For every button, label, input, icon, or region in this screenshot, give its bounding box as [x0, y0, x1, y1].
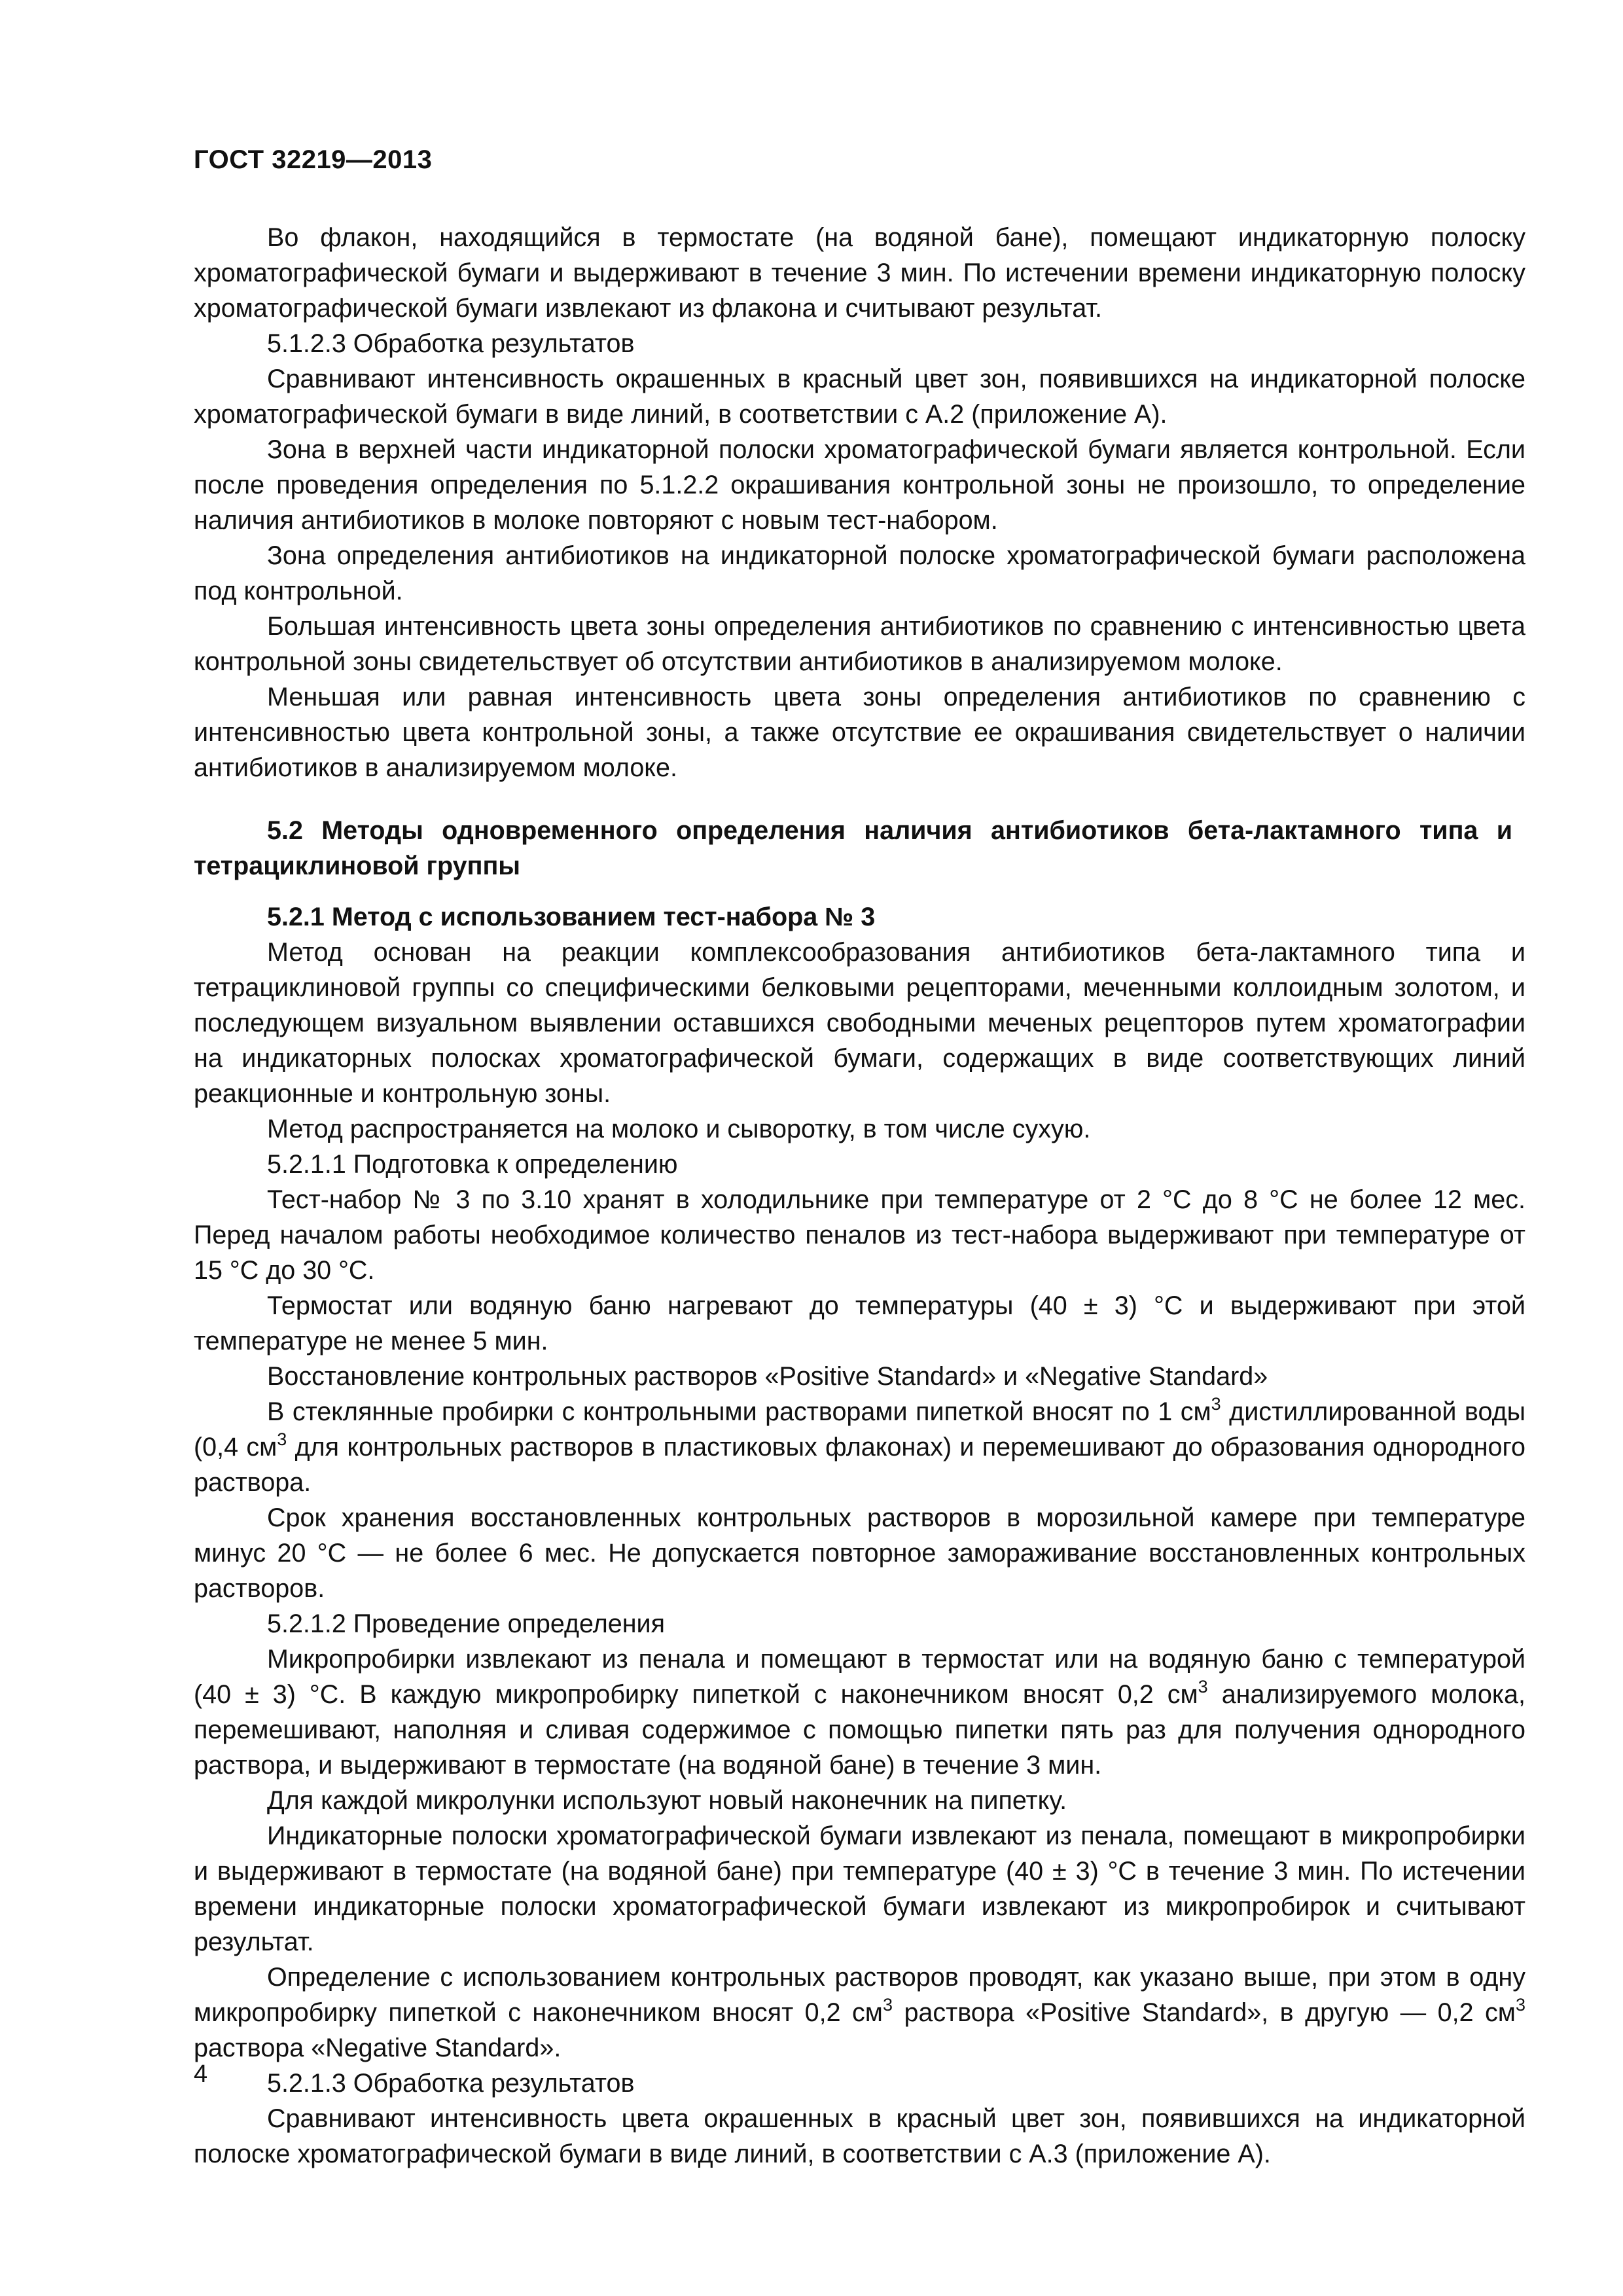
text-run: В стеклянные пробирки с контрольными растворами пипеткой вносят по 1 см [267, 1397, 1211, 1426]
paragraph-with-superscript [194, 1394, 1525, 1500]
paragraph: Зона в верхней части индикаторной полоски хроматографической бумаги является контрольной. Если после проведения определения по 5.1.2.2 окрашивания контрольной зоны не произошло, то определение наличия антибиотиков в молоке повторяют с новым тест-набором. [194, 435, 1525, 535]
paragraph-with-superscript [194, 1641, 1525, 1783]
paragraph: Сравнивают интенсивность окрашенных в красный цвет зон, появившихся на индикаторной полоске хроматографической бумаги в виде линий, в соответствии с А.2 (приложение А). [194, 365, 1525, 429]
subsection-heading: 5.2.1.1 Подготовка к определению [267, 1150, 678, 1179]
superscript: 3 [882, 1994, 893, 2015]
section-heading-5-2-1: 5.2.1 Метод с использованием тест-набора № 3 [267, 903, 876, 931]
paragraph: Метод распространяется на молоко и сыворотку, в том числе сухую. [267, 1115, 1091, 1143]
paragraph: Меньшая или равная интенсивность цвета зоны определения антибиотиков по сравнению с интенсивностью цвета контрольной зоны, а также отсутствие ее окрашивания свидетельствует о наличии антибиотиков в анализируемом молоке. [194, 683, 1525, 782]
subsection-heading: 5.1.2.3 Обработка результатов [267, 329, 635, 358]
paragraph: Во флакон, находящийся в термостате (на водяной бане), помещают индикаторную полоску хроматографической бумаги и выдерживают в течение 3 мин. По истечении времени индикаторную полоску хроматографической бумаги извлекают из флакона и считывают результат. [194, 223, 1525, 323]
text-run: Микропробирки извлекают из пенала и помещают в термостат или на водяную баню с температурой (40 ± 3) °С. В каждую микропробирку пипеткой с наконечником вносят 0,2 см [194, 1645, 1525, 1709]
superscript: 3 [277, 1429, 287, 1449]
paragraph: Зона определения антибиотиков на индикаторной полоске хроматографической бумаги расположена под контрольной. [194, 541, 1525, 605]
paragraph-with-superscript [194, 1960, 1525, 2066]
paragraph: Для каждой микролунки используют новый наконечник на пипетку. [267, 1786, 1067, 1815]
paragraph: Индикаторные полоски хроматографической бумаги извлекают из пенала, помещают в микропробирки и выдерживают в термостате (на водяной бане) при температуре (40 ± 3) °С в течение 3 мин. По истечении времени индикаторные полоски хроматографической бумаги извлекают из микропробирок и считывают результат. [194, 1821, 1525, 1956]
text-run: раствора «Negative Standard». [194, 2034, 562, 2062]
subsection-heading: 5.2.1.2 Проведение определения [267, 1609, 665, 1638]
document-code-header: ГОСТ 32219—2013 [194, 145, 433, 174]
paragraph: Восстановление контрольных растворов «Positive Standard» и «Negative Standard» [267, 1362, 1268, 1391]
text-run: Определение с использованием контрольных растворов проводят, как указано выше, при этом в одну микропробирку пипеткой с наконечником вносят 0,2 см [194, 1963, 1525, 2027]
text-run: раствора «Positive Standard», в другую — 0,2 см [892, 1998, 1516, 2027]
document-body [194, 220, 1525, 2172]
superscript: 3 [1515, 1994, 1525, 2015]
superscript: 3 [1211, 1393, 1221, 1414]
section-heading-5-2: 5.2 Методы одновременного определения наличия антибиотиков бета-лактамного типа и тетрациклиновой группы [194, 816, 1512, 880]
text-run: анализируемого молока, перемешивают, наполняя и сливая содержимое с помощью пипетки пять раз для получения однородного раствора, и выдерживают в термостате (на водяной бане) в течение 3 мин. [194, 1680, 1525, 1780]
page-number: 4 [194, 2060, 208, 2088]
paragraph: Срок хранения восстановленных контрольных растворов в морозильной камере при температуре минус 20 °С — не более 6 мес. Не допускается повторное замораживание восстановленных контрольных растворов. [194, 1503, 1525, 1603]
paragraph: Метод основан на реакции комплексообразования антибиотиков бета-лактамного типа и тетрациклиновой группы со специфическими белковыми рецепторами, меченными коллоидным золотом, и последующем визуальном выявлении оставшихся свободными меченых рецепторов путем хроматографии на индикаторных полосках хроматографической бумаги, содержащих в виде соответствующих линий реакционные и контрольную зоны. [194, 938, 1525, 1108]
paragraph: Тест-набор № 3 по 3.10 хранят в холодильнике при температуре от 2 °С до 8 °С не более 12 мес. Перед началом работы необходимое количество пеналов из тест-набора выдерживают при температуре от 15 °С до 30 °С. [194, 1185, 1525, 1285]
text-run: для контрольных растворов в пластиковых флаконах) и перемешивают до образования однородного раствора. [194, 1433, 1525, 1497]
text-run: дистиллированной воды (0,4 см [194, 1397, 1526, 1462]
superscript: 3 [1198, 1676, 1208, 1696]
paragraph: Сравнивают интенсивность цвета окрашенных в красный цвет зон, появившихся на индикаторной полоске хроматографической бумаги в виде линий, в соответствии с А.3 (приложение А). [194, 2104, 1525, 2168]
paragraph: Термостат или водяную баню нагревают до температуры (40 ± 3) °С и выдерживают при этой температуре не менее 5 мин. [194, 1291, 1525, 1355]
paragraph: Большая интенсивность цвета зоны определения антибиотиков по сравнению с интенсивностью цвета контрольной зоны свидетельствует об отсутствии антибиотиков в анализируемом молоке. [194, 612, 1525, 676]
subsection-heading: 5.2.1.3 Обработка результатов [267, 2069, 635, 2098]
